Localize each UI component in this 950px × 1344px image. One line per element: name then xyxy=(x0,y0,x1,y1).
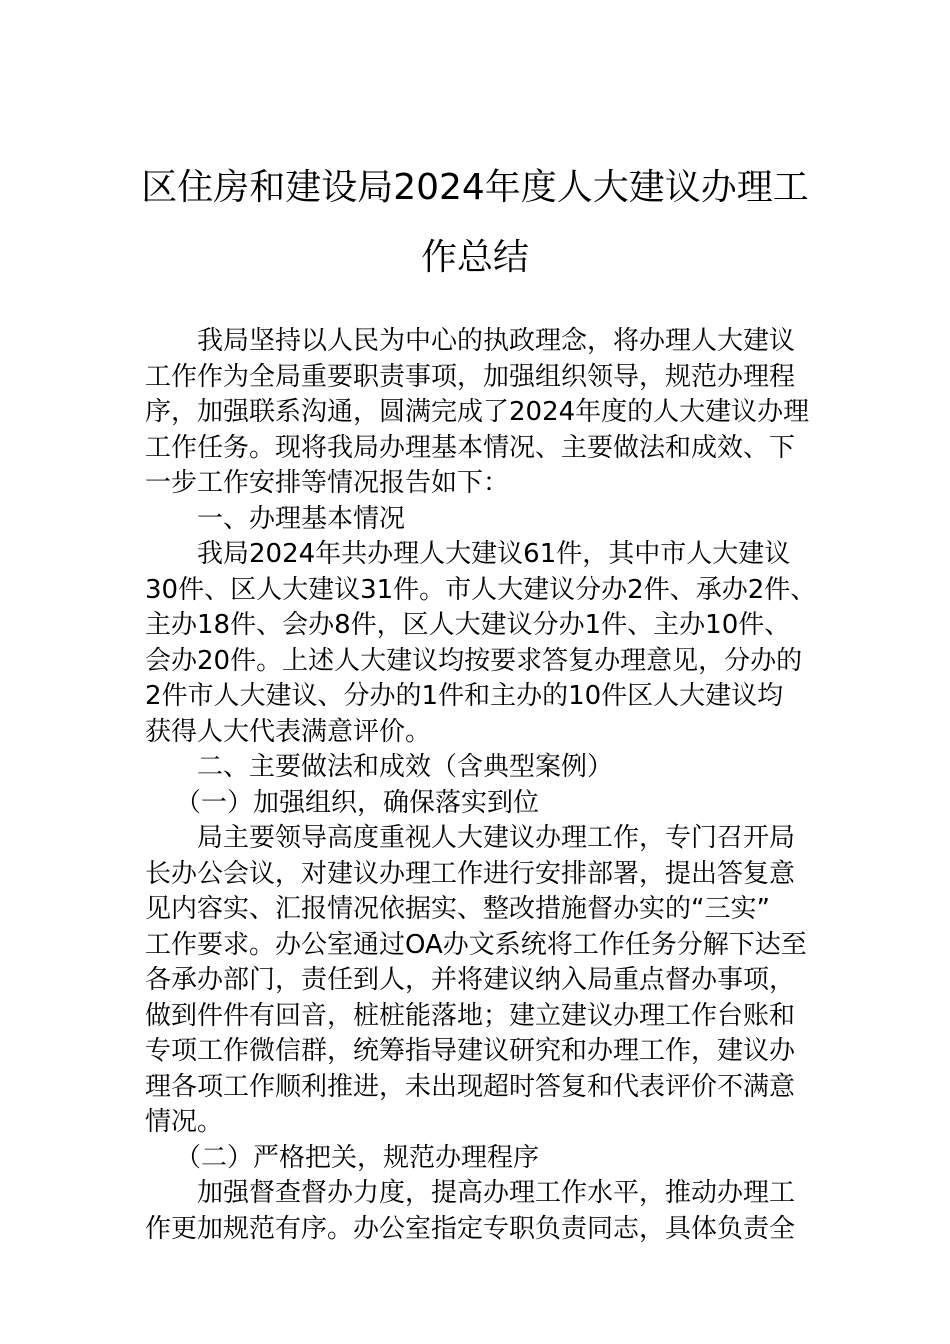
text-line: 30件、区人大建议31件。市人大建议分办2件、承办2件、 xyxy=(145,574,817,605)
document-title-line-1: 区住房和建设局2024年度人大建议办理工 xyxy=(141,167,809,208)
text-line: 长办公会议，对建议办理工作进行安排部署，提出答复意 xyxy=(145,858,796,889)
text-line: 各承办部门，责任到人，并将建议纳入局重点督办事项， xyxy=(145,965,796,995)
text-line: 作更加规范有序。办公室指定专职负责同志，具体负责全 xyxy=(145,1213,796,1244)
text-line: 我局坚持以人民为中心的执政理念，将办理人大建议 xyxy=(197,326,796,356)
text-line: 工作要求。办公室通过OA办文系统将工作任务分解下达至 xyxy=(145,929,807,960)
text-line: 局主要领导高度重视人大建议办理工作，专门召开局 xyxy=(197,823,796,853)
text-line: 序，加强联系沟通，圆满完成了2024年度的人大建议办理 xyxy=(145,397,810,427)
text-line: 做到件件有回音，桩桩能落地；建立建议办理工作台账和 xyxy=(145,1000,796,1031)
document-body xyxy=(145,324,817,1247)
text-line: 情况。 xyxy=(145,1107,224,1137)
text-line: 会办20件。上述人大建议均按要求答复办理意见，分办的 xyxy=(145,645,803,676)
text-line: 工作任务。现将我局办理基本情况、主要做法和成效、下 xyxy=(145,432,796,463)
text-line: （二）严格把关，规范办理程序 xyxy=(175,1142,540,1173)
text-line: 主办18件、会办8件，区人大建议分办1件、主办10件、 xyxy=(145,610,791,640)
text-line: 加强督查督办力度，提高办理工作水平，推动办理工 xyxy=(197,1178,796,1208)
text-line: 理各项工作顺利推进，未出现超时答复和代表评价不满意 xyxy=(145,1071,796,1102)
text-line: 见内容实、汇报情况依据实、整改措施督办实的“三实” xyxy=(145,894,770,924)
text-line: 一、办理基本情况 xyxy=(197,503,406,534)
text-line: 一步工作安排等情况报告如下： xyxy=(145,468,510,498)
text-line: 我局2024年共办理人大建议61件，其中市人大建议 xyxy=(197,539,791,569)
document-title-line-2: 作总结 xyxy=(420,237,529,278)
text-line: （一）加强组织，确保落实到位 xyxy=(175,787,540,818)
text-line: 获得人大代表满意评价。 xyxy=(145,716,432,747)
text-line: 工作作为全局重要职责事项，加强组织领导，规范办理程 xyxy=(145,361,796,392)
text-line: 专项工作微信群，统筹指导建议研究和办理工作，建议办 xyxy=(145,1036,796,1066)
text-line: 二、主要做法和成效（含典型案例） xyxy=(197,752,614,782)
text-line: 2件市人大建议、分办的1件和主办的10件区人大建议均 xyxy=(145,681,784,711)
